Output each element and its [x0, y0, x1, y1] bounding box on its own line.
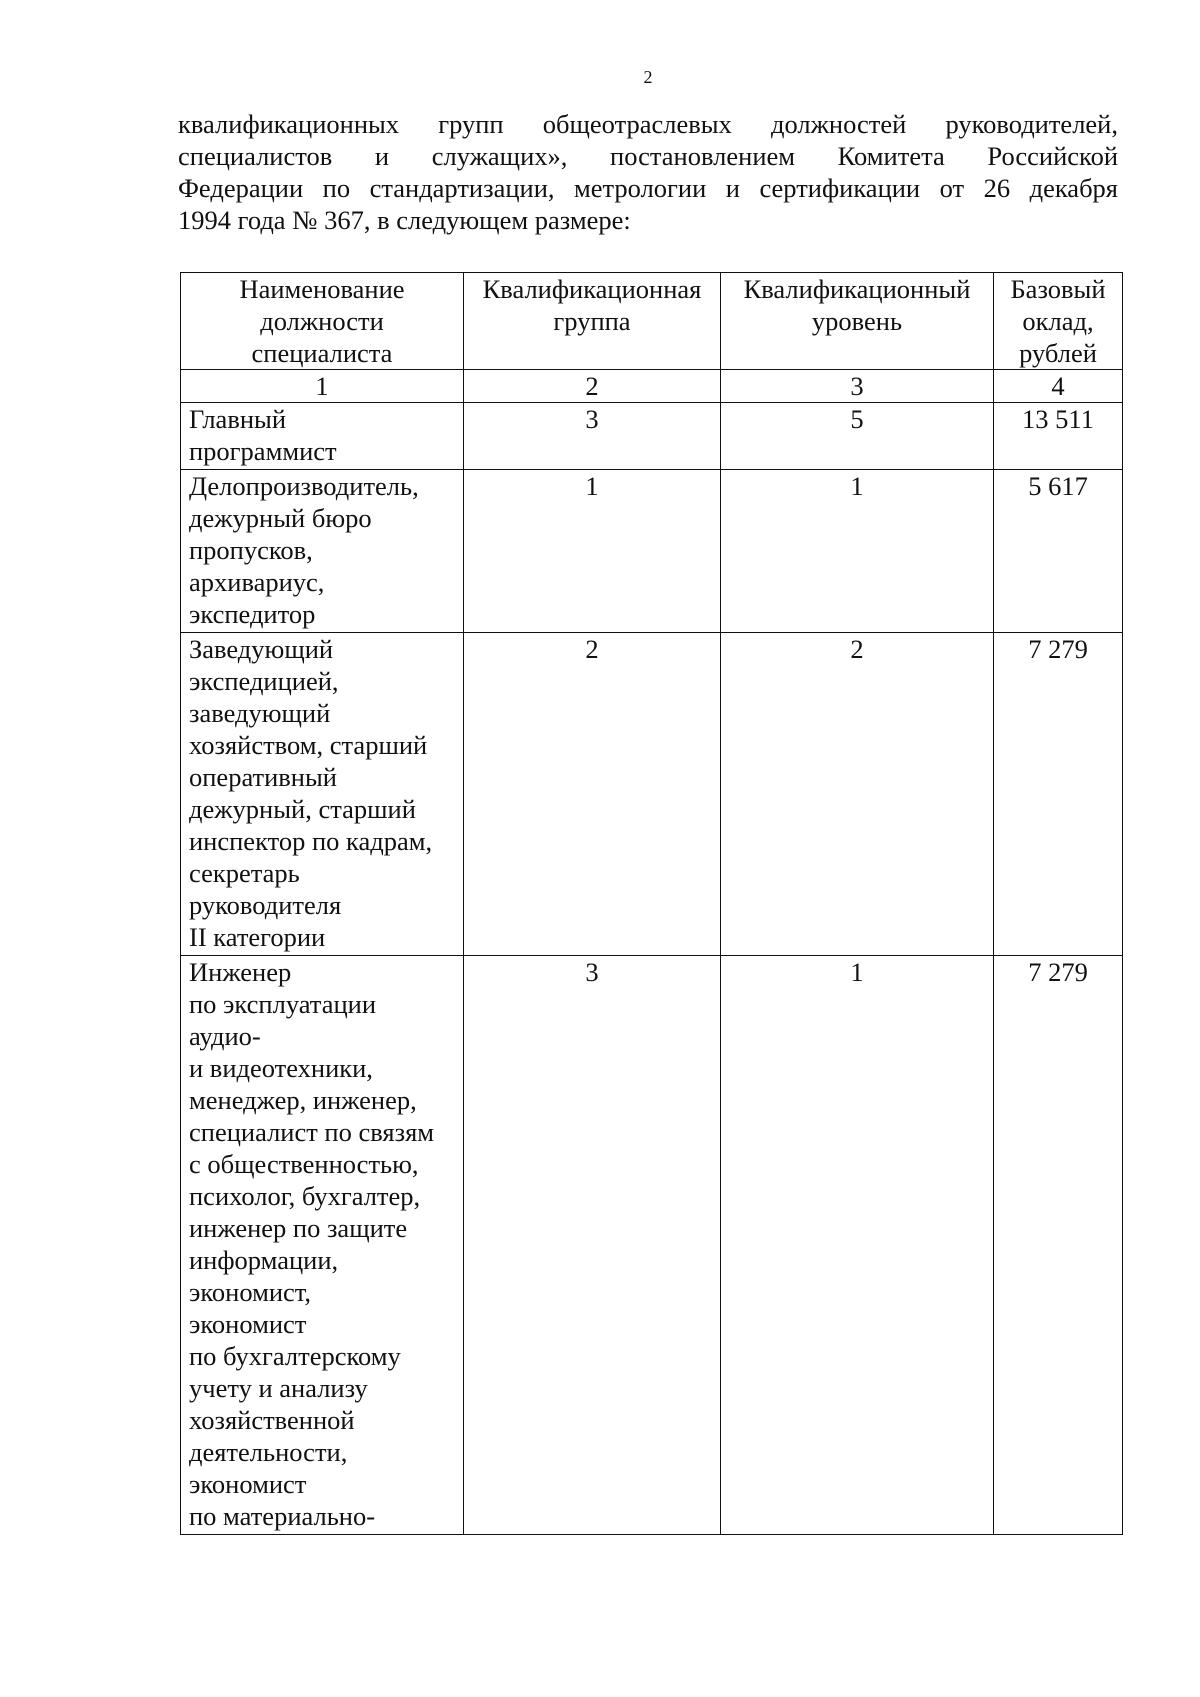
table-header-row: [181, 273, 1123, 370]
table-row: [181, 633, 1123, 956]
header-position-name: Наименование должности специалиста: [181, 273, 464, 370]
salary-table: [180, 272, 1123, 1535]
level-cell: 1: [721, 470, 994, 633]
table-row: [181, 470, 1123, 633]
position-name-cell: Инженер по эксплуатации аудио- и видеотехники, менеджер, инженер, специалист по связям с общественностью, психолог, бухгалтер, инженер по защите информации, экономист, экономист по бухгалтерскому учету и анализу хозяйственной деятельности, экономист по материально-: [181, 956, 464, 1535]
column-number: 2: [464, 370, 721, 403]
header-base-salary: Базовый оклад, рублей: [994, 273, 1123, 370]
position-name-cell: Заведующий экспедицией, заведующий хозяйством, старший оперативный дежурный, старший инспектор по кадрам, секретарь руководителя II категории: [181, 633, 464, 956]
intro-paragraph: [178, 108, 1118, 236]
group-cell: 3: [464, 956, 721, 1535]
column-number: 3: [721, 370, 994, 403]
group-cell: 3: [464, 403, 721, 470]
page-number: 2: [643, 67, 653, 87]
intro-line: квалификационных групп общеотраслевых должностей руководителей,: [178, 109, 1118, 139]
salary-cell: 7 279: [994, 956, 1123, 1535]
level-cell: 2: [721, 633, 994, 956]
group-cell: 1: [464, 470, 721, 633]
table-row: [181, 956, 1123, 1535]
position-name-cell: Главный программист: [181, 403, 464, 470]
salary-cell: 13 511: [994, 403, 1123, 470]
group-cell: 2: [464, 633, 721, 956]
intro-line: специалистов и служащих», постановлением Комитета Российской: [178, 141, 1118, 171]
salary-cell: 7 279: [994, 633, 1123, 956]
level-cell: 5: [721, 403, 994, 470]
intro-line: Федерации по стандартизации, метрологии и сертификации от 26 декабря: [178, 173, 1118, 203]
column-number: 1: [181, 370, 464, 403]
level-cell: 1: [721, 956, 994, 1535]
header-qualification-level: Квалификационный уровень: [721, 273, 994, 370]
header-qualification-group: Квалификационная группа: [464, 273, 721, 370]
salary-cell: 5 617: [994, 470, 1123, 633]
column-number-row: [181, 370, 1123, 403]
position-name-cell: Делопроизводитель, дежурный бюро пропусков, архивариус, экспедитор: [181, 470, 464, 633]
intro-line: 1994 года № 367, в следующем размере:: [178, 205, 631, 235]
table-row: [181, 403, 1123, 470]
column-number: 4: [994, 370, 1123, 403]
